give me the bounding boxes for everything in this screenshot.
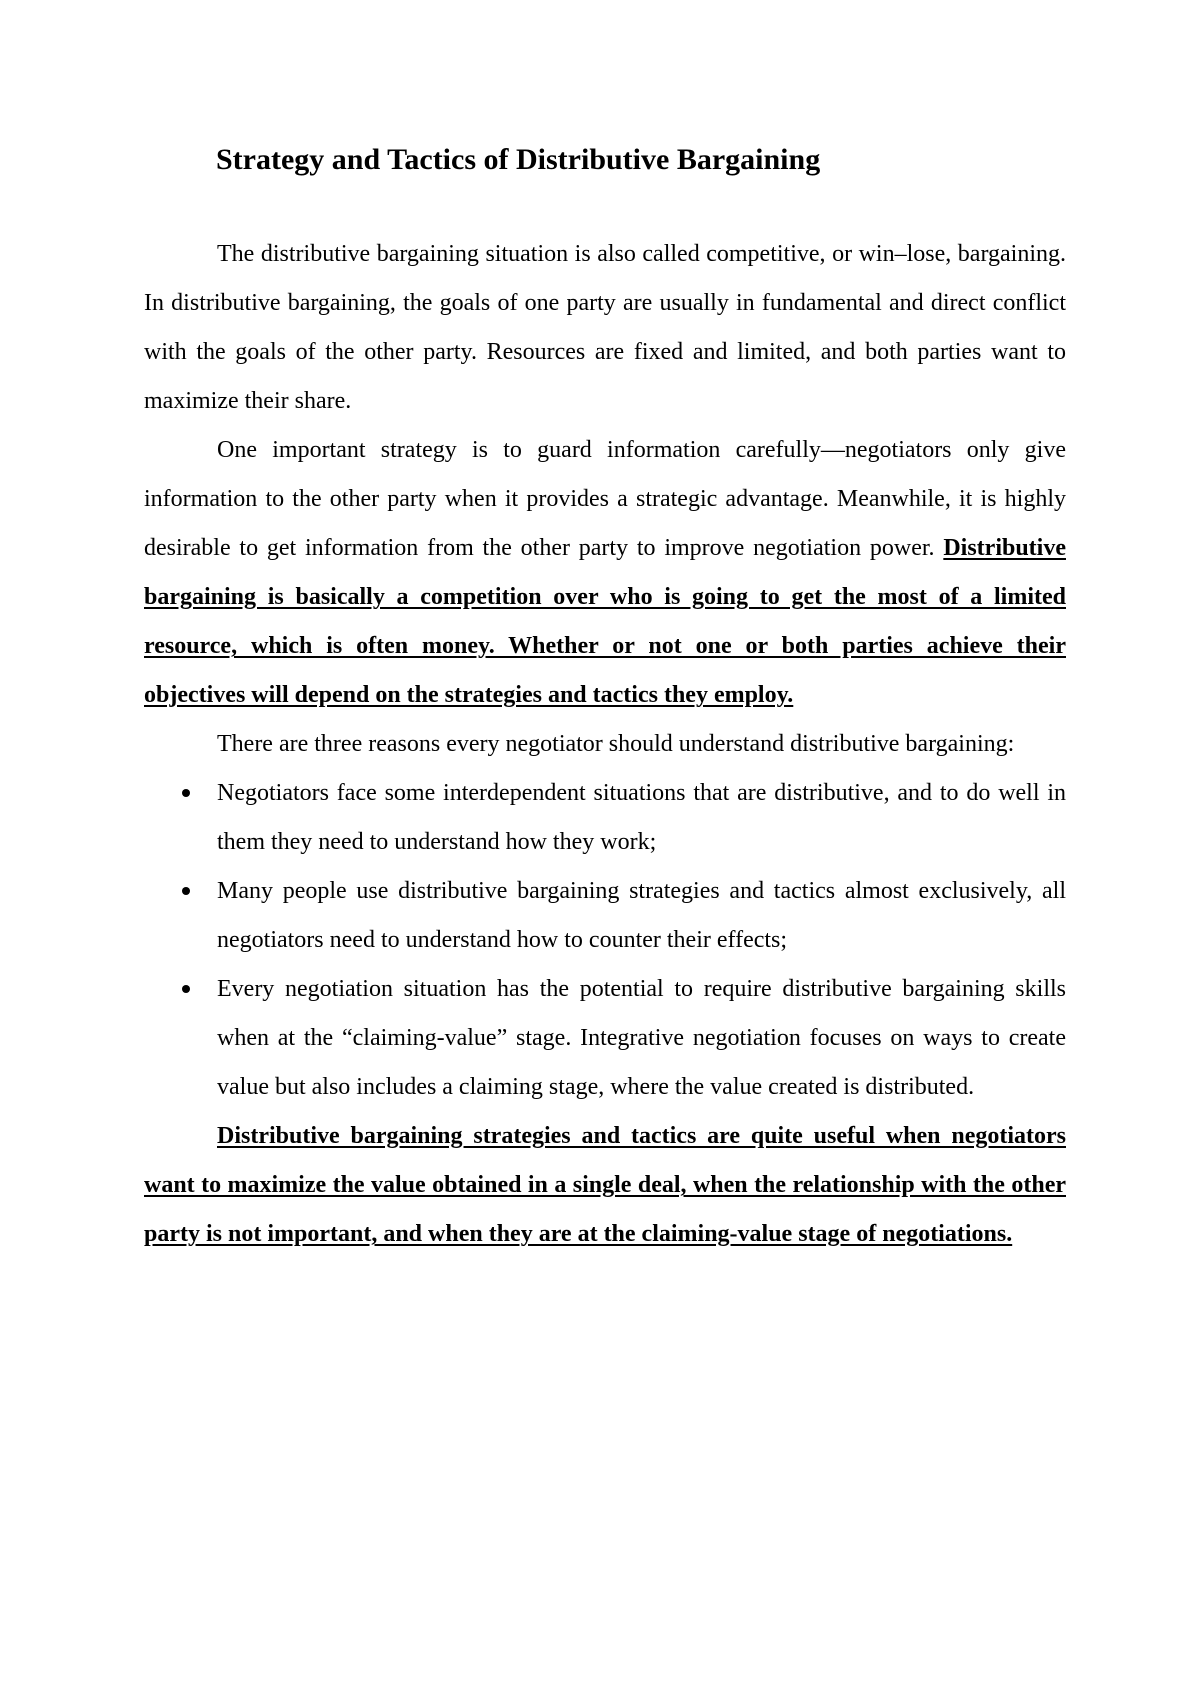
intro-paragraph: The distributive bargaining situation is also called competitive, or win–lose, bargaining. In distributive bargaining, the goals of one party are usually in fundamental and direct conflict with the goals of the other party. Resources are fixed and limited, and both parties want to maximize their share.	[144, 241, 1066, 414]
strategy-paragraph	[144, 426, 1066, 720]
list-item	[144, 965, 1066, 1112]
conclusion-emphasis: Distributive bargaining strategies and tactics are quite useful when negotiators want to maximize the value obtained in a single deal, when the relationship with the other party is not important, and when they are at the claiming-value stage of negotiations.	[144, 1123, 1066, 1247]
list-item-text: Many people use distributive bargaining strategies and tactics almost exclusively, all negotiators need to understand how to counter their effects;	[217, 878, 1066, 953]
list-item-text: Every negotiation situation has the potential to require distributive bargaining skills when at the “claiming-value” stage. Integrative negotiation focuses on ways to create value but also includes a claiming stage, where the value created is distributed.	[217, 976, 1066, 1100]
bullet-icon	[182, 887, 190, 895]
document-body	[144, 140, 1066, 1259]
list-item	[144, 867, 1066, 965]
bullet-icon	[182, 789, 190, 797]
strategy-paragraph-emphasis: Distributive bargaining is basically a competition over who is going to get the most of a limited resource, which is often money. Whether or not one or both parties achieve their objectives will depend on the strategies and tactics they employ.	[144, 535, 1066, 708]
bullet-icon	[182, 985, 190, 993]
strategy-paragraph-text: One important strategy is to guard information carefully—negotiators only give information to the other party when it provides a strategic advantage. Meanwhile, it is highly desirable to get information from the other party to improve negotiation power.	[144, 437, 1066, 561]
reasons-list	[144, 769, 1066, 1112]
list-item	[144, 769, 1066, 867]
list-item-text: Negotiators face some interdependent situations that are distributive, and to do well in them they need to understand how they work;	[217, 780, 1066, 855]
document-title: Strategy and Tactics of Distributive Bargaining	[216, 143, 821, 176]
reasons-paragraph: There are three reasons every negotiator should understand distributive bargaining:	[217, 731, 1015, 757]
conclusion-paragraph	[144, 1112, 1066, 1259]
